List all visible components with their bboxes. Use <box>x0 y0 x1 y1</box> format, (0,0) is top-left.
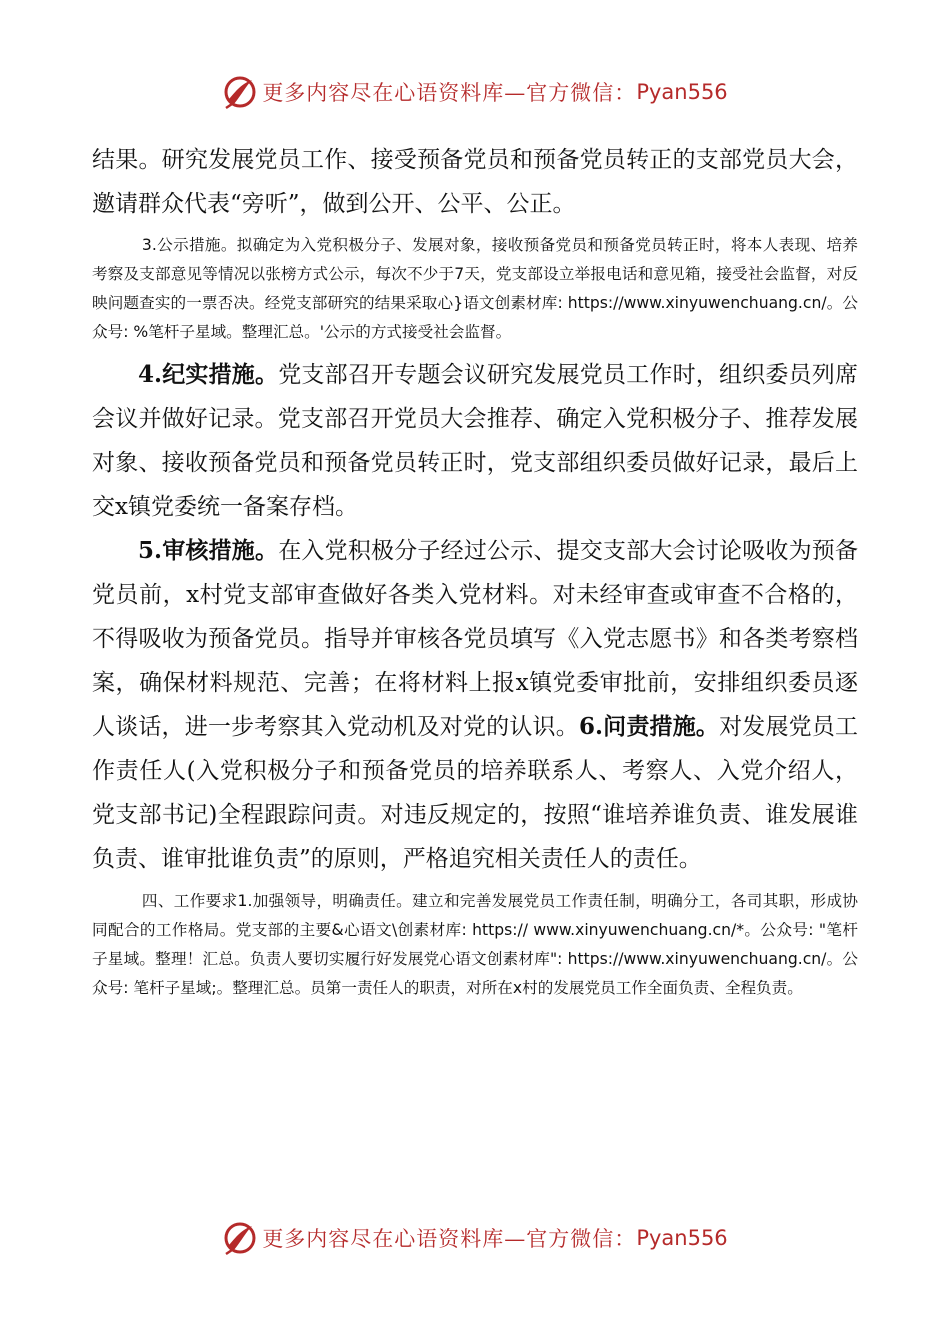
accountability-measures-heading: 6.问责措施。 <box>578 713 720 740</box>
paragraph-work-requirements: 四、工作要求1.加强领导，明确责任。建立和完善发展党员工作责任制，明确分工，各司其职，形成协同配合的工作格局。党支部的主要&心语文\创素材库: https:// www.xinyuwenchuang.cn/*。公众号: "笔杆子星域。整理！汇总。负责人要切实履行好发展党心语文创素材库": https://www.xinyuwenchuang.cn/。公众号: 笔杆子星域;。整理汇总。员第一责任人的职责，对所在x村的发展党员工作全面负责、全程负责。 <box>92 892 858 997</box>
footer-banner <box>0 1218 950 1258</box>
paragraph-record-measures <box>92 353 858 529</box>
brush-logo-icon <box>222 1220 258 1256</box>
banner-wechat-id: Pyan556 <box>636 80 728 104</box>
banner-wechat-id: Pyan556 <box>636 1226 728 1250</box>
record-measures-body: 党支部召开专题会议研究发展党员工作时，组织委员列席会议并做好记录。党支部召开党员大会推荐、确定入党积极分子、推荐发展对象、接收预备党员和预备党员转正时，党支部组织委员做好记录，最后上交x镇党委统一备案存档。 <box>92 362 859 520</box>
paragraph-publicity-measures: 3.公示措施。拟确定为入党积极分子、发展对象，接收预备党员和预备党员转正时，将本人表现、培养考察及支部意见等情况以张榜方式公示，每次不少于7天，党支部设立举报电话和意见箱，接受社会监督，对反映问题查实的一票否决。经党支部研究的结果采取心}语文创素材库: https://www.xinyuwenchuang.cn/。公众号: %笔杆子星域。整理汇总。'公示的方式接受社会监督。 <box>92 236 858 341</box>
document-body <box>92 138 858 1003</box>
paragraph-results: 结果。研究发展党员工作、接受预备党员和预备党员转正的支部党员大会，邀请群众代表“旁听”，做到公开、公平、公正。 <box>92 147 858 217</box>
brush-logo-icon <box>222 74 258 110</box>
review-measures-heading: 5.审核措施。 <box>138 537 279 564</box>
paragraph-review-measures <box>92 529 858 881</box>
banner-text: 更多内容尽在心语资料库—官方微信： <box>262 81 637 105</box>
header-banner <box>0 72 950 112</box>
record-measures-heading: 4.纪实措施。 <box>138 361 279 388</box>
accountability-measures-body: 对发展党员工作责任人(入党积极分子和预备党员的培养联系人、考察人、入党介绍人，党支部书记)全程跟踪问责。对违反规定的，按照“谁培养谁负责、谁发展谁负责、谁审批谁负责”的原则，严格追究相关责任人的责任。 <box>92 714 859 872</box>
review-measures-body: 在入党积极分子经过公示、提交支部大会讨论吸收为预备党员前，x村党支部审查做好各类入党材料。对未经审查或审查不合格的，不得吸收为预备党员。指导并审核各党员填写《入党志愿书》和各类考察档案，确保材料规范、完善；在将材料上报x镇党委审批前，安排组织委员逐人谈话，进一步考察其入党动机及对党的认识。 <box>92 538 859 740</box>
banner-text: 更多内容尽在心语资料库—官方微信： <box>262 1227 637 1251</box>
